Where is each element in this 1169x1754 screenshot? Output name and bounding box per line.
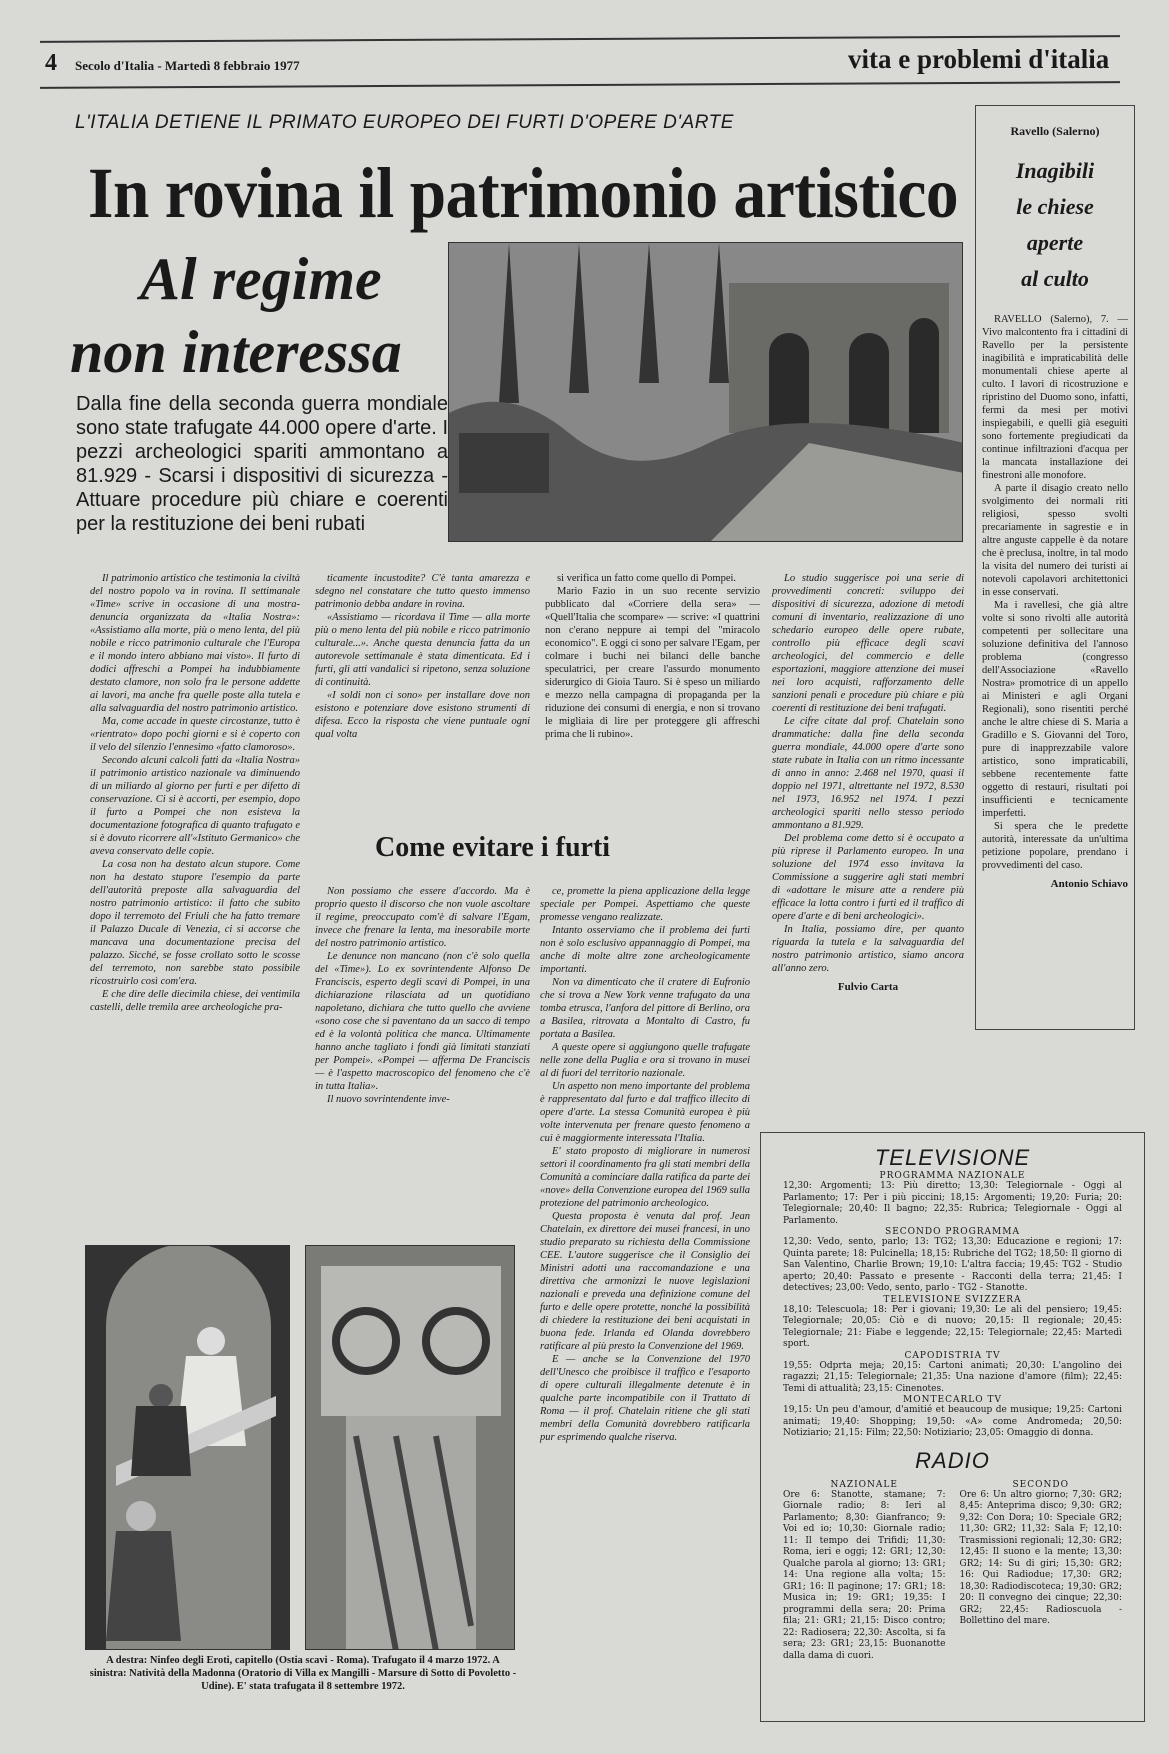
sidebar-place: Ravello (Salerno) <box>1010 124 1100 138</box>
radio-channel: SECONDO <box>1012 1479 1069 1490</box>
paragraph: Non va dimenticato che il cratere di Eufronio che si trova a New York venne trafugato da una tomba etrusca, l'anfora del pittore di Berlino, ora a Basilea, ritrovata a Montalto di Castro, fu portata a Basilea. <box>540 977 750 1040</box>
tv-schedule: 12,30: Argomenti; 13: Più diretto; 13,30: Telegiornale - Oggi al Parlamento; 17: Per i più piccini; 18,15: Argomenti; 19,20: Furia; 20: Telegiornale; 20,40: Il bagno; 22,35: Rubrica; Telegiornale - Oggi al Parlamento. <box>783 1181 1122 1226</box>
second-article-title: Come evitare i furti <box>375 832 611 863</box>
paragraph: A parte il disagio creato nello svolgimento dei normali riti religiosi, spesso svolti precariamente in sagrestie e in altre anguste cappelle è da notare che è preclusa, inoltre, in tal modo la visita del numero dei turisti ai notevoli capolavori architettonici in esse conservati. <box>982 483 1128 598</box>
ruins-illustration <box>449 243 963 542</box>
paragraph: La cosa non ha destato alcun stupore. Come non ha destato stupore l'esempio da parte dell'autorità preposte alla salvaguardia del nostro patrimonio artistico: il fatto che subito dopo il terremoto del Friuli che ha fatto tremare il Palazzo Ducale di Venezia, ci si accorse che mancava una documentazione precisa del palazzo. Sicché, se fosse crollato sotto le scosse del terremoto, non sarebbe stato possibile ricostruirlo così com'era. <box>90 859 300 987</box>
paragraph: si verifica un fatto come quello di Pompei. <box>557 573 737 584</box>
tv-schedule: 19,55: Odprta meja; 20,15: Cartoni animati; 20,30: L'angolino dei ragazzi; 21,15: Telegiornale; 21,35: Una nazione d'amore (film); 22,45: Temi di attualità; 23,15: Cinenotes. <box>783 1360 1122 1394</box>
ruins-photo <box>448 242 963 542</box>
paragraph: Questa proposta è venuta dal prof. Jean Chatelain, ex direttore dei musei francesi, in uno studio preparato su richiesta della Commissione CEE. L'autore suggerisce che il Consiglio dei Ministri adotti una raccomandazione e una direttiva che armonizzi le nuove legislazioni nazionali e preveda una definizione comune del furto e delle opere protette, nonché la possibilità di chiedere la restituzione dei beni acquistati in buona fede. Irlanda ed Olanda dovrebbero ratificare al più presto la Convenzione del 1969. <box>540 1211 750 1352</box>
nativity-illustration <box>86 1246 290 1650</box>
paragraph: Il nuovo sovrintendente inve- <box>327 1094 450 1105</box>
sidebar-box <box>975 105 1135 1030</box>
tv-radio-listings <box>760 1132 1145 1722</box>
radio-heading: RADIO <box>915 1447 990 1473</box>
paragraph: Lo studio suggerisce poi una serie di provvedimenti concreti: sviluppo dei dispositivi di sicurezza, adozione di metodi comuni di inventario, realizzazione di uno schedario europeo delle opere rubate, controllo più efficace degli scavi archeologici, del commercio e delle esportazioni, maggiore attenzione dei musei nei loro acquisti, rafforzamento delle sanzioni penali e procedure più chiare e più coerenti di restituzione dei beni trafugati. <box>772 573 964 714</box>
paragraph: ce, promette la piena applicazione della legge speciale per Pompei. Aspettiamo che queste promesse vengano realizzate. <box>540 886 750 923</box>
article-column-3 <box>545 572 760 741</box>
tv-channel: SECONDO PROGRAMMA <box>885 1227 1020 1237</box>
paragraph: Ma i ravellesi, che già altre volte si sono rivolti alle autorità competenti per sollecitare una soluzione definitiva del l'annoso problema (congresso dell'Associazione «Ravello Nostra» promotrice di un appello ai Ministeri e agli Organi Regionali), sono risentiti perché anche le altre chiese di S. Maria a Gradillo e S. Giovanni del Toro, pure di inapprezzabile valore artistico, sono impraticabili, sebbene recentemente fatte oggetto di restauri, risultati poi insufficienti e tecnicamente imperfetti. <box>982 600 1128 819</box>
nativity-painting-photo <box>85 1245 290 1650</box>
article-column-1 <box>90 572 300 1014</box>
title-line: aperte <box>1026 230 1084 255</box>
tv-schedule: 19,15: Un peu d'amour, d'amitié et beaucoup de musique; 19,25: Cartoni animati; 19,40: Shopping; 19,50: «A» come Andromeda; 20,50: Notiziario; 21,15: Film; 22,50: Notiziario; 23,05: Omaggio di donna. <box>783 1405 1122 1438</box>
tv-schedule: 18,10: Telescuola; 18: Per i giovani; 19,30: Le ali del pensiero; 19,45: Telegiornale; 20,05: Ciò e di nuovo; 20,15: Il regionale; 20,45: Telegiornale; 21: Fiabe e leggende; 22,15: Telegiornale; 22,45: Martedì sport. <box>783 1304 1122 1349</box>
paragraph: Mario Fazio in un suo recente servizio pubblicato dal «Corriere della sera» — «Quell'Italia che scompare» — scrive: «I quattrini non c'erano neppure ai tempi del "miracolo economico". E oggi ci sono per salvare l'Egam, per colmare i buchi nei bilanci delle banche speculatrici, per creare l'assurdo monumento siderurgico di Gioia Tauro. Si è speso un miliardo e mezzo nella campagna di propaganda per la riduzione dei consumi di energia, e non si trovano le migliaia di lire per proteggere gli affreschi prima che li rubino». <box>545 586 760 740</box>
subhead-1: Al regime <box>140 246 382 312</box>
title-line: le chiese <box>1016 194 1094 219</box>
paragraph: Si spera che le predette autorità, interessate da un'ultima petizione popolare, prendano i provvedimenti del caso. <box>982 821 1128 871</box>
top-rule <box>40 35 1120 43</box>
paragraph: Le denunce non mancano (non c'è solo quella del «Time»). Lo ex sovrintendente Alfonso De Franciscis, esperto degli scavi di Pompei, in una dichiarazione rilasciata ad un quotidiano napoletano, dichiara che tutto quello che avviene «sono cose che si paventano da un sacco di tempo ed è la volontà politica che manca. Ultimamente hanno anche tagliato i fondi già limitati stanziati per Pompei». «Pompei — afferma De Franciscis — è l'aspetto macroscopico del fenomeno che c'è in tutta Italia». <box>315 951 530 1092</box>
title-line: al culto <box>1021 266 1089 291</box>
paragraph: E — anche se la Convenzione del 1970 dell'Unesco che proibisce il traffico e l'esaporto di opere culturali illegalmente detenute è in qualche parte incompatibile con il Trattato di Roma — il prof. Chatelain ritiene che gli stati membri della Comunità dovrebbero ratificarla pur esprimendo qualche riserva. <box>540 1354 750 1443</box>
paragraph: «Assistiamo — ricordava il Time — alla morte più o meno lenta del più nobile e ricco patrimonio culturale...». Anche questa denuncia fatta da un autorevole settimanale è stata dimenticata. Ed i furti, gli atti vandalici si ripetono, senza soluzione di continuità. <box>315 612 530 688</box>
paragraph: Ma, come accade in queste circostanze, tutto è «rientrato» dopo pochi giorni e si è coperto con il velo del silenzio l'ennesimo «fatto clamoroso». <box>90 716 300 753</box>
paragraph: Il patrimonio artistico che testimonia la civiltà del nostro popolo va in rovina. Il settimanale «Time» scrive in occasione di una mostra-denuncia organizzata da «Italia Nostra»: «Assistiamo alla morte, più o meno lenta, del più nobile e ricco patrimonio culturale che l'Europa e il mondo intero abbiano mai visto». Il furto di dodici affreschi a Pompei ha indubbiamente destato clamore, non solo fra le persone addette ai lavori, ma anche fra quelle poste alla tutela e alla salvaguardia del nostro patrimonio artistico. <box>90 573 300 714</box>
article-column-4 <box>772 572 964 993</box>
tv-schedule: 12,30: Vedo, sento, parlo; 13: TG2; 13,30: Educazione e regioni; 17: Quinta parete; 18: Pulcinella; 18,15: Rubriche del TG2; 18,50: Il giorno di San Valentino, Charlie Brown; 19,10: L'altra faccia; 19,45: TG2 - Studio aperto; 20,40: Passato e presente - Racconti della terra; 21,45: I detectives; 23,00: Vedo, sento, parlo - TG2 - Stanotte. <box>783 1237 1122 1293</box>
second-article-column-2 <box>540 885 750 1444</box>
capital-sculpture-photo <box>305 1245 515 1650</box>
paragraph: A queste opere si aggiungono quelle trafugate nelle zone della Puglia e ora si trovano in musei al di fuori del territorio nazionale. <box>540 1042 750 1079</box>
section-title: vita e problemi d'italia <box>848 44 1110 74</box>
kicker: L'ITALIA DETIENE IL PRIMATO EUROPEO DEI FURTI D'OPERE D'ARTE <box>75 112 734 133</box>
sidebar-author: Antonio Schiavo <box>1050 878 1128 890</box>
paragraph: «I soldi non ci sono» per installare dove non esistono e potenziare dove esistono strumenti di difesa. Ecco la risposta che viene puntuale ogni qual volta <box>315 690 530 740</box>
paragraph: Intanto osserviamo che il problema dei furti non è solo esclusivo appannaggio di Pompei, ma anche di molte altre zone archeologicamente importanti. <box>540 925 750 975</box>
tv-channel: TELEVISIONE SVIZZERA <box>883 1294 1022 1305</box>
paragraph: Un aspetto non meno importante del problema è rappresentato dal furto e dal traffico illecito di opere d'arte. La stessa Comunità europea è più volte intervenuta per frenare questo fenomeno a cui è maggiormente interessata l'Italia. <box>540 1081 750 1144</box>
paragraph: In Italia, possiamo dire, per quanto riguarda la tutela e la salvaguardia del nostro patrimonio artistico, siamo ancora all'anno zero. <box>772 924 964 974</box>
tv-channel: CAPODISTRIA TV <box>904 1350 1001 1361</box>
article-author: Fulvio Carta <box>837 981 899 993</box>
photo-caption: A destra: Ninfeo degli Eroti, capitello (Ostia scavi - Roma). Trafugato il 4 marzo 1972. A sinistra: Natività della Madonna (Oratorio di Villa ex Mangilli - Marsure di Sotto di Povoletto - Udine). E' stata trafugata il 8 settembre 1972. <box>89 1655 517 1692</box>
radio-channel: NAZIONALE <box>830 1479 898 1490</box>
paragraph: Secondo alcuni calcoli fatti da «Italia Nostra» il patrimonio artistico nazionale va diminuendo di un miliardo al giorno per furti e per difetto di conservazione. Ci si è accorti, per esempio, dopo il furto a Pompei che non esisteva la documentazione fotografica di quanto trafugato e si è dovuto ricorrere all'«Istituto Germanico» che aveva conservato delle copie. <box>90 755 300 857</box>
paragraph: Del problema come detto si è occupato a più riprese il Parlamento europeo. In una soluzione del 1974 esso invitava la Commissione a suggerire agli stati membri di «adottare le misure atte a rendere più efficace la lotta contro i furti ed il traffico di opere d'arte e di beni archeologici». <box>772 833 964 922</box>
page-number: 4 <box>45 50 57 76</box>
tv-list <box>761 1171 1144 1440</box>
tv-channel: MONTECARLO TV <box>903 1395 1002 1405</box>
subhead-2: non interessa <box>70 319 402 385</box>
paragraph: E' stato proposto di migliorare in numerosi settori il coordinamento fra gli stati membri della Comunità a cominciare dalla ratifica da parte dei «nove» della Convenzione europea del 1969 sulla protezione del patrimonio archeologico. <box>540 1146 750 1209</box>
second-article-column-1 <box>315 885 530 1106</box>
sidebar-title <box>976 153 1134 297</box>
masthead: Secolo d'Italia - Martedì 8 febbraio 1977 <box>75 58 300 73</box>
paragraph: ticamente incustodite? C'è tanta amarezza e sdegno nel constatare che tutto questo immenso patrimonio debba andare in rovina. <box>315 573 530 610</box>
radio-schedule: Ore 6: Un altro giorno; 7,30: GR2; 8,45: Anteprima disco; 9,30: GR2; 9,32: Con Dora; 10: Speciale GR2; 11,30: GR2; 11,32: Sala F; 12,10: Trasmissioni regionali; 12,30: GR2; 12,45: Il suono e la mente; 13,30: GR2; 14: Su di giri; 15,30: GR2; 16: Qui Radiodue; 17,30: GR2; 18,30: Radiodiscoteca; 19,30: GR2; 20: Il convegno dei cinque; 22,30: GR2; 22,45: Radioscuola - Bollettino del mare. <box>959 1489 1122 1626</box>
paragraph: Non possiamo che essere d'accordo. Ma è proprio questo il discorso che non vuole ascoltare il regime, preoccupato com'è di salvare l'Egam, invece che frenare la lenta, ma inesorabile morte del nostro patrimonio artistico. <box>315 886 530 949</box>
paragraph: Le cifre citate dal prof. Chatelain sono drammatiche: dalla fine della seconda guerra mondiale, 44.000 opere d'arte sono state rubate in Italia con un ritmo incessante di anno in anno: 2.468 nel 1970, quasi il doppio nel 1971, altrettante nel 1972, 8.530 nel 1973, 16.952 nel 1974. I pezzi archeologici spariti nello stesso periodo ammontano a 81.929. <box>772 716 964 831</box>
radio-columns <box>761 1474 1144 1663</box>
sidebar-body <box>976 313 1134 890</box>
deck: Dalla fine della seconda guerra mondiale sono state trafugate 44.000 opere d'arte. I pezzi archeologici spariti ammontano a 81.929 - Scarsi i dispositivi di sicurezza - Attuare procedure più chiare e coerenti per la restituzione dei beni rubati <box>76 393 448 535</box>
capital-illustration <box>306 1246 515 1650</box>
article-column-2 <box>315 572 530 741</box>
paragraph: RAVELLO (Salerno), 7. — Vivo malcontento fra i cittadini di Ravello per la persistente inagibilità e impraticabilità delle monumentali chiese aperte al culto. I lavori di ricostruzione e ripristino del Duomo sono, infatti, fermi da mesi per motivi inspiegabili, e quelli già eseguiti sono fortemente pregiudicati da continue infiltrazioni d'acqua per la mancata installazione dei finestroni alle monofore. <box>982 314 1128 481</box>
tv-channel: PROGRAMMA NAZIONALE <box>879 1171 1026 1181</box>
headline: In rovina il patrimonio artistico <box>88 153 959 233</box>
paragraph: E che dire delle diecimila chiese, dei ventimila castelli, delle tremila aree archeologiche pra- <box>90 989 300 1013</box>
tv-heading: TELEVISIONE <box>874 1145 1031 1170</box>
radio-schedule: Ore 6: Stanotte, stamane; 7: Giornale radio; 8: Ieri al Parlamento; 8,30: Gianfranco; 9: Voi ed io; 10,30: Giornale radio; 11: Il tempo dei Trifidi; 11,30: Roma, ieri e oggi; 12: GR1; 12,30: Qualche parola al giorno; 13: GR1; 14: Una regione alla volta; 15: GR1; 16: Il paginone; 17: GR1; 18: Musica in; 19: GR1; 19,35: I programmi della sera; 20: Prima fila; 21: GR1; 21,15: Disco contro; 22: Radiosera; 22,30: Ascolta, si fa sera; 23: GR1; 23,15: Buonanotte dalla dama di cuori. <box>783 1489 946 1661</box>
title-line: Inagibili <box>1015 158 1095 183</box>
header-rule <box>40 81 1120 89</box>
